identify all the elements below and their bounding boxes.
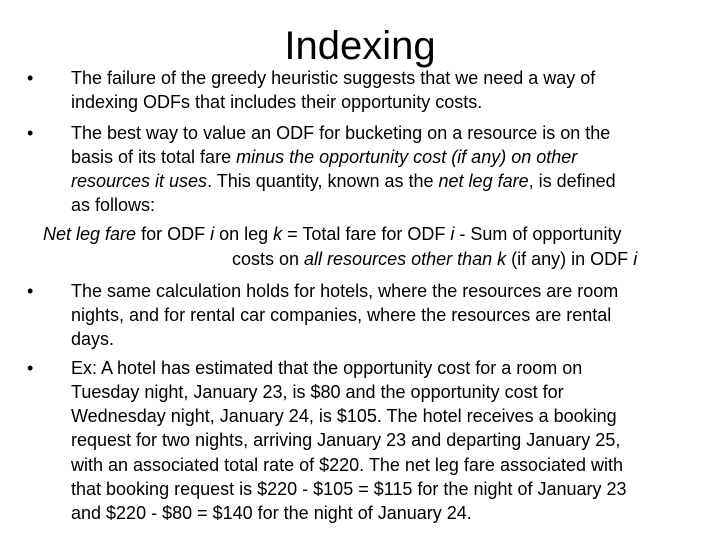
net-leg-fare-term: net leg fare (438, 171, 529, 191)
bullet-4-line-1: Ex: A hotel has estimated that the opportunity cost for a room on (71, 358, 583, 378)
bullet-2-text: , is defined (528, 171, 616, 191)
formula-text: for ODF (136, 224, 211, 244)
bullet-3-line-2: nights, and for rental car companies, where the resources are rental (71, 305, 612, 325)
bullet-2-emphasis: minus the opportunity cost (if any) on other (236, 147, 578, 167)
bullet-2-emphasis: resources it uses (71, 171, 208, 191)
bullet-marker: • (27, 358, 34, 378)
formula-text: (if any) in ODF (506, 249, 634, 269)
formula-text: - Sum of opportunity (454, 224, 622, 244)
bullet-4-line-4: request for two nights, arriving January 23 and departing January 25, (71, 430, 621, 450)
bullet-2-line-3 (71, 169, 616, 193)
bullet-2-line-1: The best way to value an ODF for bucketing on a resource is on the (71, 123, 611, 143)
formula-line-2 (232, 247, 637, 271)
bullet-marker: • (27, 281, 34, 301)
formula-term: Net leg fare (43, 224, 137, 244)
bullet-marker: • (27, 123, 34, 143)
bullet-3-line-3: days. (71, 329, 115, 349)
formula-text: costs on (232, 249, 305, 269)
bullet-4-line-2: Tuesday night, January 23, is $80 and the opportunity cost for (71, 382, 564, 402)
formula-text: on leg (214, 224, 274, 244)
formula-var: i (633, 249, 638, 269)
bullet-4-line-6: that booking request is $220 - $105 = $115 for the night of January 23 (71, 479, 627, 499)
bullet-2-text: basis of its total fare (71, 147, 237, 167)
formula-text: = Total fare for ODF (282, 224, 451, 244)
bullet-4-line-7: and $220 - $80 = $140 for the night of January 24. (71, 503, 472, 523)
bullet-3-line-1: The same calculation holds for hotels, where the resources are room (71, 281, 619, 301)
bullet-1-line-2: indexing ODFs that includes their opportunity costs. (71, 92, 483, 112)
formula-var: i (450, 224, 455, 244)
bullet-2-line-2 (71, 145, 577, 169)
bullet-2-line-4: as follows: (71, 195, 156, 215)
formula-term: all resources other than k (304, 249, 507, 269)
bullet-marker: • (27, 68, 34, 88)
bullet-2-text: . This quantity, known as the (207, 171, 439, 191)
formula-line-1 (43, 222, 621, 246)
bullet-4-line-3: Wednesday night, January 24, is $105. The hotel receives a booking (71, 406, 617, 426)
formula-var: i (210, 224, 215, 244)
bullet-4-line-5: with an associated total rate of $220. The net leg fare associated with (71, 455, 624, 475)
formula-var: k (273, 224, 283, 244)
slide-title: Indexing (284, 24, 436, 68)
bullet-1-line-1: The failure of the greedy heuristic suggests that we need a way of (71, 68, 596, 88)
